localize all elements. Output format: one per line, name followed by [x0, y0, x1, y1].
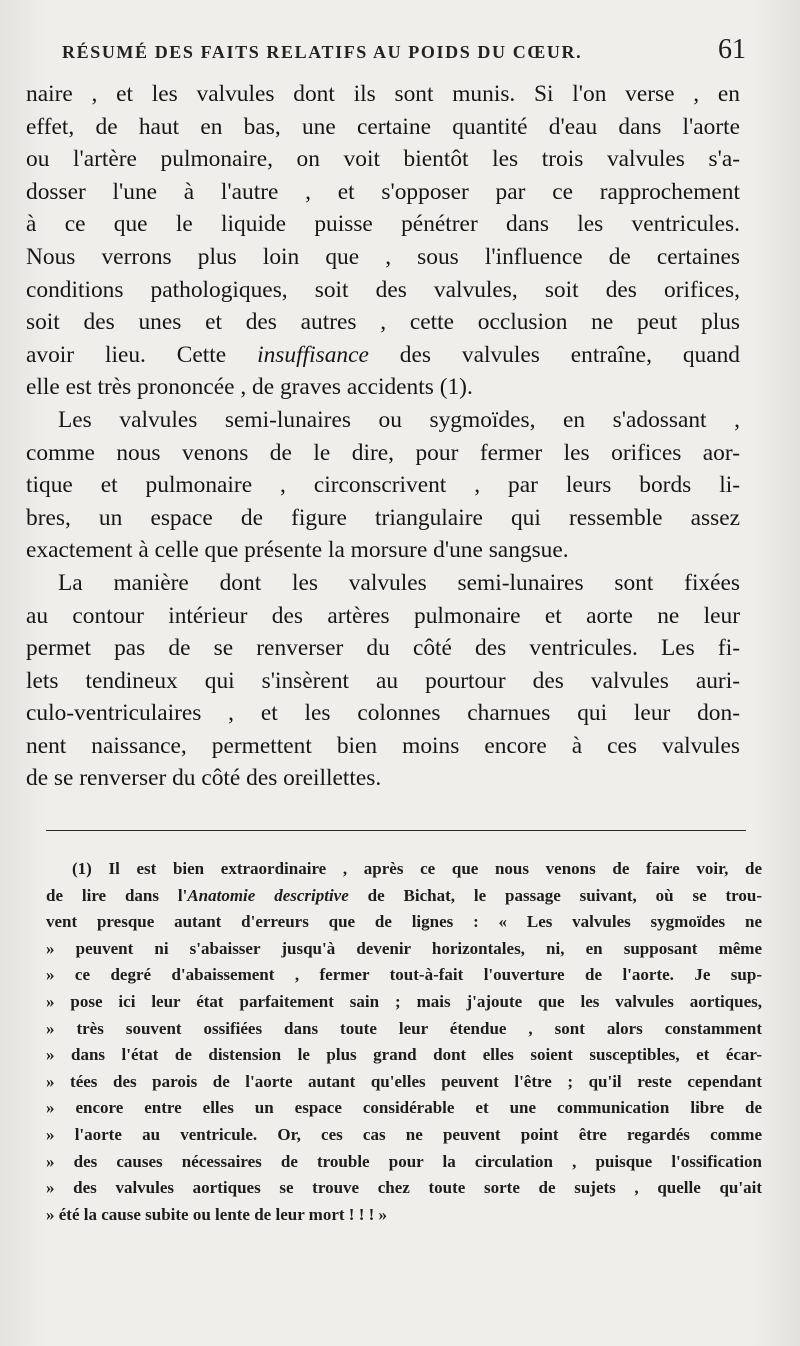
text-line: tique et pulmonaire , circonscrivent , par leurs bords li- — [26, 472, 740, 499]
footnote-line: » des causes nécessaires de trouble pour la circulation , puisque l'ossification — [46, 1151, 762, 1171]
footnote-line: » encore entre elles un espace considérable et une communication libre de — [46, 1098, 762, 1118]
footnote-line: » pose ici leur état parfaitement sain ; mais j'ajoute que les valvules aortiques, — [46, 991, 762, 1011]
text-line: à ce que le liquide puisse pénétrer dans les ventricules. — [26, 211, 740, 238]
text-line: nent naissance, permettent bien moins encore à ces valvules — [26, 732, 740, 759]
text-segment: des valvules entraîne, quand — [399, 341, 740, 368]
footnote-line-with-emphasis — [46, 883, 762, 910]
footnote-line: » l'aorte au ventricule. Or, ces cas ne peuvent point être regardés comme — [46, 1124, 762, 1144]
footnote-line: vent presque autant d'erreurs que de lignes : « Les valvules sygmoïdes ne — [46, 912, 762, 932]
main-text — [26, 78, 740, 795]
footnote-line: » peuvent ni s'abaisser jusqu'à devenir horizontales, ni, en supposant même — [46, 938, 762, 958]
emphasis-insuffisance: insuffisance — [257, 341, 369, 368]
text-line: comme nous venons de le dire, pour fermer les orifices aor- — [26, 439, 740, 466]
text-line: culo-ventriculaires , et les colonnes charnues qui leur don- — [26, 700, 740, 727]
footnote-line: » tées des parois de l'aorte autant qu'elles peuvent l'être ; qu'il reste cependant — [46, 1071, 762, 1091]
text-line: ou l'artère pulmonaire, on voit bientôt les trois valvules s'a- — [26, 146, 740, 173]
text-line: exactement à celle que présente la morsure d'une sangsue. — [26, 537, 569, 564]
footnote-line: » dans l'état de distension le plus grand dont elles soient susceptibles, et écar- — [46, 1045, 762, 1065]
text-line: conditions pathologiques, soit des valvules, soit des orifices, — [26, 276, 740, 303]
text-line: de se renverser du côté des oreillettes. — [26, 765, 382, 792]
text-line: dosser l'une à l'autre , et s'opposer par ce rapprochement — [26, 178, 740, 205]
footnote-line: (1) Il est bien extraordinaire , après ce que nous venons de faire voir, de — [72, 859, 762, 878]
text-line-with-emphasis — [26, 339, 740, 372]
text-line: bres, un espace de figure triangulaire qui ressemble assez — [26, 504, 740, 531]
text-line: La manière dont les valvules semi-lunaires sont fixées — [58, 569, 740, 596]
page-header — [62, 34, 746, 70]
text-line: elle est très prononcée , de graves accidents (1). — [26, 374, 473, 401]
emphasis-anatomie-descriptive: Anatomie descriptive — [187, 885, 349, 905]
text-line: au contour intérieur des artères pulmonaire et aorte ne leur — [26, 602, 740, 629]
footnote — [46, 856, 762, 1228]
text-line: soit des unes et des autres , cette occlusion ne peut plus — [26, 309, 740, 336]
text-line: Nous verrons plus loin que , sous l'influence de certaines — [26, 243, 740, 270]
text-line: Les valvules semi-lunaires ou sygmoïdes, en s'adossant , — [58, 406, 740, 433]
text-line: permet pas de se renverser du côté des ventricules. Les fi- — [26, 635, 740, 662]
footnote-line: » très souvent ossifiées dans toute leur étendue , sont alors constamment — [46, 1018, 762, 1038]
running-head: RÉSUMÉ DES FAITS RELATIFS AU POIDS DU CŒUR. — [62, 42, 583, 62]
text-line: lets tendineux qui s'insèrent au pourtour des valvules auri- — [26, 667, 740, 694]
page-number: 61 — [718, 34, 746, 65]
footnote-line: » été la cause subite ou lente de leur mort ! ! ! » — [46, 1204, 388, 1224]
text-line: naire , et les valvules dont ils sont munis. Si l'on verse , en — [26, 81, 740, 107]
text-line: effet, de haut en bas, une certaine quantité d'eau dans l'aorte — [26, 113, 740, 140]
text-segment: de lire dans l' — [46, 885, 188, 905]
text-segment: avoir lieu. Cette — [26, 341, 227, 368]
footnote-divider — [46, 830, 746, 831]
footnote-line: » ce degré d'abaissement , fermer tout-à-fait l'ouverture de l'aorte. Je sup- — [46, 965, 762, 985]
text-segment: de Bichat, le passage suivant, où se trou- — [367, 885, 763, 905]
footnote-line: » des valvules aortiques se trouve chez toute sorte de sujets , quelle qu'ait — [46, 1178, 762, 1198]
